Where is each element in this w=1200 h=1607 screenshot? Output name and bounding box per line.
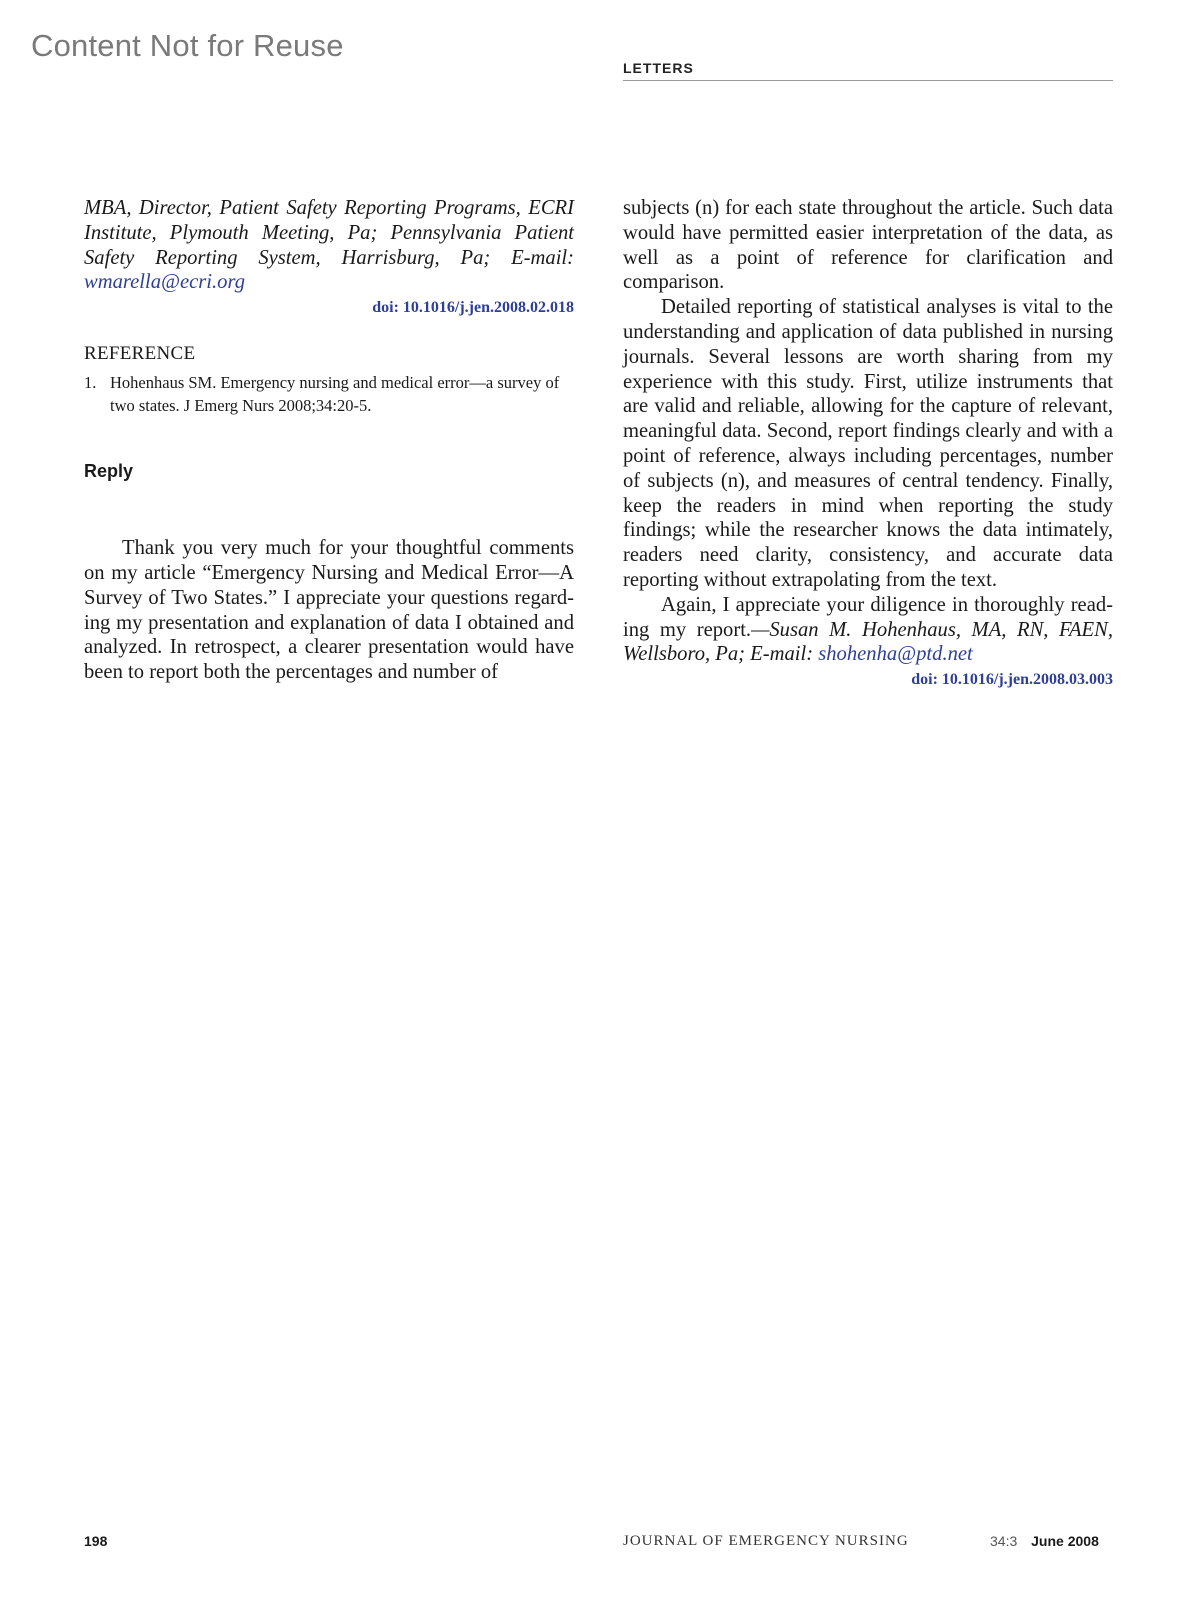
watermark: Content Not for Reuse (31, 28, 344, 63)
doi-label: doi: (372, 299, 399, 317)
doi-link[interactable] (84, 299, 574, 317)
reply-paragraph-3 (623, 593, 1113, 667)
reference-item (84, 371, 574, 417)
volume-issue: 34:3 (990, 1533, 1018, 1549)
right-column (623, 196, 1113, 689)
reply-paragraph: Thank you very much for your thoughtful comments on my article “Emergency Nursing and Medical Error—A Survey of Two States.” I appreciate your questions regarding my presentation and explanation of data I obtained and analyzed. In retrospect, a clearer presentation would have been to report both the percentages and number of (84, 537, 574, 684)
doi-label: doi: (911, 671, 938, 689)
signature-email-link[interactable]: wmarella@ecri.org (84, 271, 245, 294)
reply-paragraph-2: Detailed reporting of statistical analyses is vital to the understanding and application of data published in nursing journals. Several lessons are worth sharing from my experience with this study. First, utilize instruments that are valid and reliable, allowing for the capture of relevant, meaningful data. Second, report findings clearly and with a point of reference, always including percentages, number of subjects (n), and measures of central tendency. Finally, keep the readers in mind when reporting the study findings; while the researcher knows the data intimately, readers need clarity, consistency, and accurate data reporting without extrapolating from the text. (623, 296, 1113, 591)
issue-info (990, 1533, 1099, 1549)
signature-text: MBA, Director, Patient Safety Reporting Programs, ECRI Institute, Plymouth Meeting, Pa; Pennsylvania Patient Safety Reporting System, Harrisburg, Pa; E-mail: (84, 197, 574, 269)
reference-heading: REFERENCE (84, 343, 196, 365)
closing-text: Again, I appreciate your diligence in thoroughly reading my report. (623, 593, 1113, 641)
doi-value: 10.1016/j.jen.2008.03.003 (941, 671, 1113, 689)
reply-heading: Reply (84, 461, 134, 482)
page-number: 198 (84, 1533, 108, 1549)
reference-text: Hohenhaus SM. Emergency nursing and medical error—a survey of two states. J Emerg Nurs 2008;34:20-5. (110, 373, 560, 416)
journal-name: JOURNAL OF EMERGENCY NURSING (623, 1533, 909, 1549)
left-column (84, 196, 574, 685)
reply-paragraph-continued: subjects (n) for each state throughout the article. Such data would have permitted easier interpretation of the data, as well as a point of reference for clarification and comparison. (623, 197, 1113, 294)
running-head: LETTERS (623, 60, 1113, 81)
letter-signature (84, 196, 574, 295)
doi-value: 10.1016/j.jen.2008.02.018 (402, 299, 574, 317)
author-signature: —Susan M. Hohenhaus, MA, RN, FAEN, Wellsboro, Pa; E-mail: (623, 618, 1113, 666)
doi-link-reply[interactable] (623, 671, 1113, 689)
reference-number: 1. (84, 373, 97, 393)
author-email-link[interactable]: shohenha@ptd.net (818, 643, 973, 666)
issue-date: June 2008 (1031, 1533, 1099, 1549)
